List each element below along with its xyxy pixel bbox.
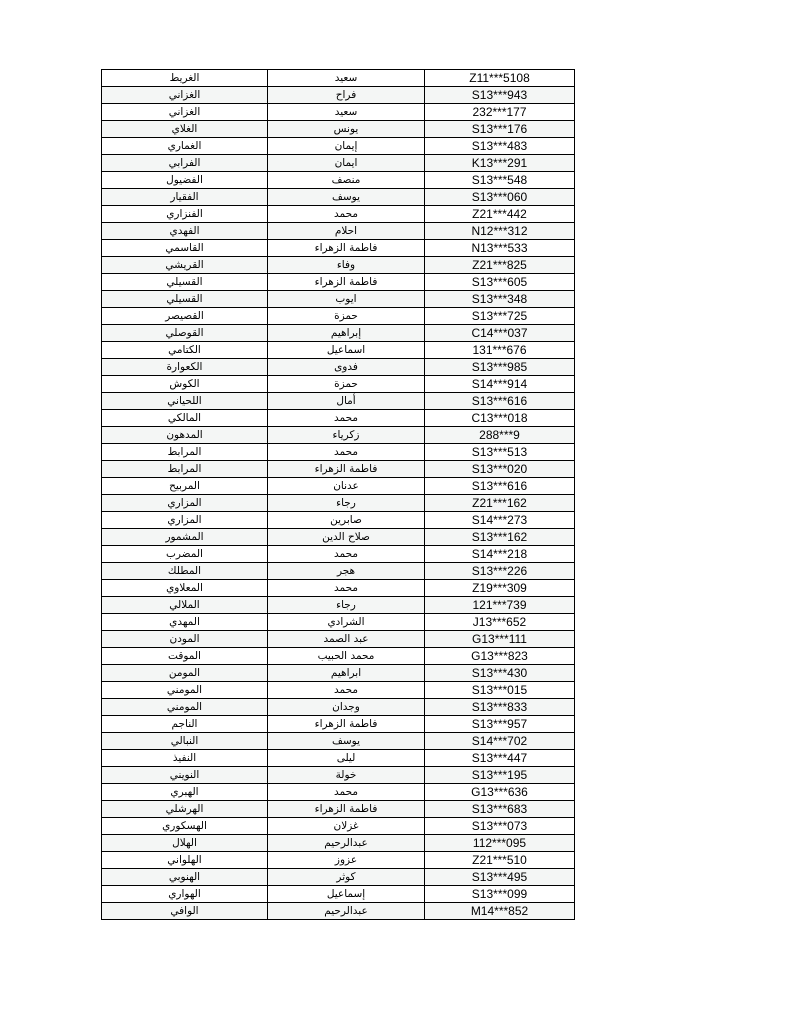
first-name-cell: عبد الصمد [268, 631, 425, 648]
last-name-cell: الغماري [102, 138, 268, 155]
table-row [102, 869, 575, 886]
id-cell: Z21***162 [425, 495, 575, 512]
table-row [102, 529, 575, 546]
first-name-cell: فراح [268, 87, 425, 104]
table-row [102, 257, 575, 274]
first-name-cell: ايوب [268, 291, 425, 308]
table-row [102, 87, 575, 104]
table-row [102, 546, 575, 563]
last-name-cell: المزاري [102, 495, 268, 512]
table-row [102, 597, 575, 614]
first-name-cell: ايمان [268, 155, 425, 172]
id-cell: S13***015 [425, 682, 575, 699]
id-cell: S13***447 [425, 750, 575, 767]
first-name-cell: احلام [268, 223, 425, 240]
last-name-cell: الهرشلي [102, 801, 268, 818]
first-name-cell: غزلان [268, 818, 425, 835]
id-cell: S13***099 [425, 886, 575, 903]
first-name-cell: محمد [268, 784, 425, 801]
first-name-cell: فاطمة الزهراء [268, 240, 425, 257]
table-row [102, 818, 575, 835]
table-row [102, 155, 575, 172]
table-row [102, 308, 575, 325]
table-row [102, 138, 575, 155]
table-row [102, 614, 575, 631]
first-name-cell: خولة [268, 767, 425, 784]
names-table-body [102, 70, 575, 920]
table-row [102, 427, 575, 444]
first-name-cell: وجدان [268, 699, 425, 716]
last-name-cell: القوصلي [102, 325, 268, 342]
table-row [102, 393, 575, 410]
last-name-cell: المشمور [102, 529, 268, 546]
first-name-cell: يوسف [268, 733, 425, 750]
last-name-cell: الموقت [102, 648, 268, 665]
table-row [102, 376, 575, 393]
id-cell: S13***548 [425, 172, 575, 189]
table-row [102, 359, 575, 376]
table-row [102, 852, 575, 869]
last-name-cell: الفرابي [102, 155, 268, 172]
table-row [102, 580, 575, 597]
id-cell: S13***833 [425, 699, 575, 716]
first-name-cell: محمد [268, 546, 425, 563]
last-name-cell: المهدي [102, 614, 268, 631]
first-name-cell: فدوى [268, 359, 425, 376]
first-name-cell: سعيد [268, 70, 425, 87]
last-name-cell: الهواري [102, 886, 268, 903]
first-name-cell: عبدالرحيم [268, 835, 425, 852]
last-name-cell: الهبري [102, 784, 268, 801]
first-name-cell: الشرادي [268, 614, 425, 631]
id-cell: S13***725 [425, 308, 575, 325]
last-name-cell: المومني [102, 682, 268, 699]
id-cell: Z21***510 [425, 852, 575, 869]
id-cell: 288***9 [425, 427, 575, 444]
last-name-cell: المرابط [102, 461, 268, 478]
last-name-cell: الهسكوري [102, 818, 268, 835]
id-cell: 131***676 [425, 342, 575, 359]
table-row [102, 750, 575, 767]
id-cell: S13***495 [425, 869, 575, 886]
last-name-cell: النبالي [102, 733, 268, 750]
id-cell: S13***348 [425, 291, 575, 308]
id-cell: 232***177 [425, 104, 575, 121]
first-name-cell: اسماعيل [268, 342, 425, 359]
last-name-cell: الغزاني [102, 104, 268, 121]
first-name-cell: ليلى [268, 750, 425, 767]
id-cell: Z21***825 [425, 257, 575, 274]
first-name-cell: فاطمة الزهراء [268, 274, 425, 291]
last-name-cell: المودن [102, 631, 268, 648]
id-cell: J13***652 [425, 614, 575, 631]
id-cell: S13***430 [425, 665, 575, 682]
table-row [102, 223, 575, 240]
table-row [102, 648, 575, 665]
id-cell: Z21***442 [425, 206, 575, 223]
first-name-cell: يونس [268, 121, 425, 138]
table-row [102, 801, 575, 818]
last-name-cell: الوافي [102, 903, 268, 920]
last-name-cell: الملالي [102, 597, 268, 614]
id-cell: N13***533 [425, 240, 575, 257]
last-name-cell: الهلال [102, 835, 268, 852]
table-row [102, 767, 575, 784]
table-row [102, 325, 575, 342]
id-cell: S13***605 [425, 274, 575, 291]
id-cell: S13***073 [425, 818, 575, 835]
id-cell: Z11***5108 [425, 70, 575, 87]
first-name-cell: عبدالرحيم [268, 903, 425, 920]
first-name-cell: ابراهيم [268, 665, 425, 682]
first-name-cell: محمد [268, 206, 425, 223]
last-name-cell: الفضيول [102, 172, 268, 189]
last-name-cell: النفيذ [102, 750, 268, 767]
first-name-cell: فاطمة الزهراء [268, 716, 425, 733]
first-name-cell: منصف [268, 172, 425, 189]
id-cell: S13***060 [425, 189, 575, 206]
table-row [102, 716, 575, 733]
first-name-cell: إيمان [268, 138, 425, 155]
last-name-cell: القصيصر [102, 308, 268, 325]
id-cell: S13***616 [425, 393, 575, 410]
table-row [102, 444, 575, 461]
id-cell: M14***852 [425, 903, 575, 920]
first-name-cell: صابرين [268, 512, 425, 529]
table-row [102, 495, 575, 512]
table-row [102, 512, 575, 529]
first-name-cell: رجاء [268, 597, 425, 614]
table-row [102, 631, 575, 648]
id-cell: S14***914 [425, 376, 575, 393]
table-row [102, 461, 575, 478]
names-table [101, 69, 575, 920]
first-name-cell: حمزة [268, 308, 425, 325]
last-name-cell: القسيلي [102, 274, 268, 291]
last-name-cell: المرابط [102, 444, 268, 461]
last-name-cell: المربيح [102, 478, 268, 495]
first-name-cell: عدنان [268, 478, 425, 495]
table-row [102, 70, 575, 87]
id-cell: S13***943 [425, 87, 575, 104]
last-name-cell: الهنوبي [102, 869, 268, 886]
id-cell: S13***483 [425, 138, 575, 155]
first-name-cell: إسماعيل [268, 886, 425, 903]
last-name-cell: الغريط [102, 70, 268, 87]
table-row [102, 104, 575, 121]
table-row [102, 121, 575, 138]
id-cell: S13***616 [425, 478, 575, 495]
first-name-cell: صلاح الدين [268, 529, 425, 546]
last-name-cell: القسيلي [102, 291, 268, 308]
table-row [102, 886, 575, 903]
first-name-cell: رجاء [268, 495, 425, 512]
last-name-cell: المدهون [102, 427, 268, 444]
id-cell: 121***739 [425, 597, 575, 614]
table-row [102, 274, 575, 291]
id-cell: S13***020 [425, 461, 575, 478]
last-name-cell: الكوش [102, 376, 268, 393]
table-row [102, 478, 575, 495]
first-name-cell: محمد [268, 682, 425, 699]
id-cell: S13***513 [425, 444, 575, 461]
id-cell: S13***683 [425, 801, 575, 818]
id-cell: C14***037 [425, 325, 575, 342]
id-cell: S14***702 [425, 733, 575, 750]
table-row [102, 563, 575, 580]
table-row [102, 172, 575, 189]
first-name-cell: حمزة [268, 376, 425, 393]
table-row [102, 240, 575, 257]
id-cell: 112***095 [425, 835, 575, 852]
table-row [102, 699, 575, 716]
table-row [102, 665, 575, 682]
first-name-cell: محمد الحبيب [268, 648, 425, 665]
id-cell: S14***218 [425, 546, 575, 563]
table-row [102, 206, 575, 223]
first-name-cell: كوثر [268, 869, 425, 886]
id-cell: S14***273 [425, 512, 575, 529]
table-row [102, 410, 575, 427]
last-name-cell: القاسمي [102, 240, 268, 257]
first-name-cell: يوسف [268, 189, 425, 206]
first-name-cell: محمد [268, 580, 425, 597]
id-cell: S13***985 [425, 359, 575, 376]
last-name-cell: القريشي [102, 257, 268, 274]
first-name-cell: أمال [268, 393, 425, 410]
id-cell: C13***018 [425, 410, 575, 427]
table-row [102, 733, 575, 750]
last-name-cell: المومني [102, 699, 268, 716]
last-name-cell: الكعوارة [102, 359, 268, 376]
last-name-cell: المطلك [102, 563, 268, 580]
id-cell: S13***226 [425, 563, 575, 580]
last-name-cell: النويني [102, 767, 268, 784]
first-name-cell: هجر [268, 563, 425, 580]
last-name-cell: الكتامي [102, 342, 268, 359]
last-name-cell: الغلاي [102, 121, 268, 138]
table-row [102, 342, 575, 359]
table-row [102, 903, 575, 920]
last-name-cell: اللحياني [102, 393, 268, 410]
last-name-cell: المعلاوي [102, 580, 268, 597]
id-cell: G13***823 [425, 648, 575, 665]
last-name-cell: الهلواني [102, 852, 268, 869]
id-cell: S13***195 [425, 767, 575, 784]
last-name-cell: الناجم [102, 716, 268, 733]
first-name-cell: زكرياء [268, 427, 425, 444]
id-cell: S13***957 [425, 716, 575, 733]
first-name-cell: إبراهيم [268, 325, 425, 342]
id-cell: N12***312 [425, 223, 575, 240]
last-name-cell: المضرب [102, 546, 268, 563]
first-name-cell: وفاء [268, 257, 425, 274]
table-row [102, 784, 575, 801]
id-cell: K13***291 [425, 155, 575, 172]
table-row [102, 291, 575, 308]
last-name-cell: الفقيار [102, 189, 268, 206]
last-name-cell: المالكي [102, 410, 268, 427]
first-name-cell: محمد [268, 410, 425, 427]
first-name-cell: فاطمة الزهراء [268, 461, 425, 478]
table-row [102, 189, 575, 206]
first-name-cell: محمد [268, 444, 425, 461]
table-row [102, 682, 575, 699]
first-name-cell: عزوز [268, 852, 425, 869]
id-cell: S13***162 [425, 529, 575, 546]
first-name-cell: فاطمة الزهراء [268, 801, 425, 818]
last-name-cell: المومن [102, 665, 268, 682]
id-cell: Z19***309 [425, 580, 575, 597]
last-name-cell: الغزاني [102, 87, 268, 104]
id-cell: S13***176 [425, 121, 575, 138]
last-name-cell: الفنزاري [102, 206, 268, 223]
table-row [102, 835, 575, 852]
last-name-cell: المزاري [102, 512, 268, 529]
last-name-cell: الفهدي [102, 223, 268, 240]
id-cell: G13***636 [425, 784, 575, 801]
id-cell: G13***111 [425, 631, 575, 648]
first-name-cell: سعيد [268, 104, 425, 121]
